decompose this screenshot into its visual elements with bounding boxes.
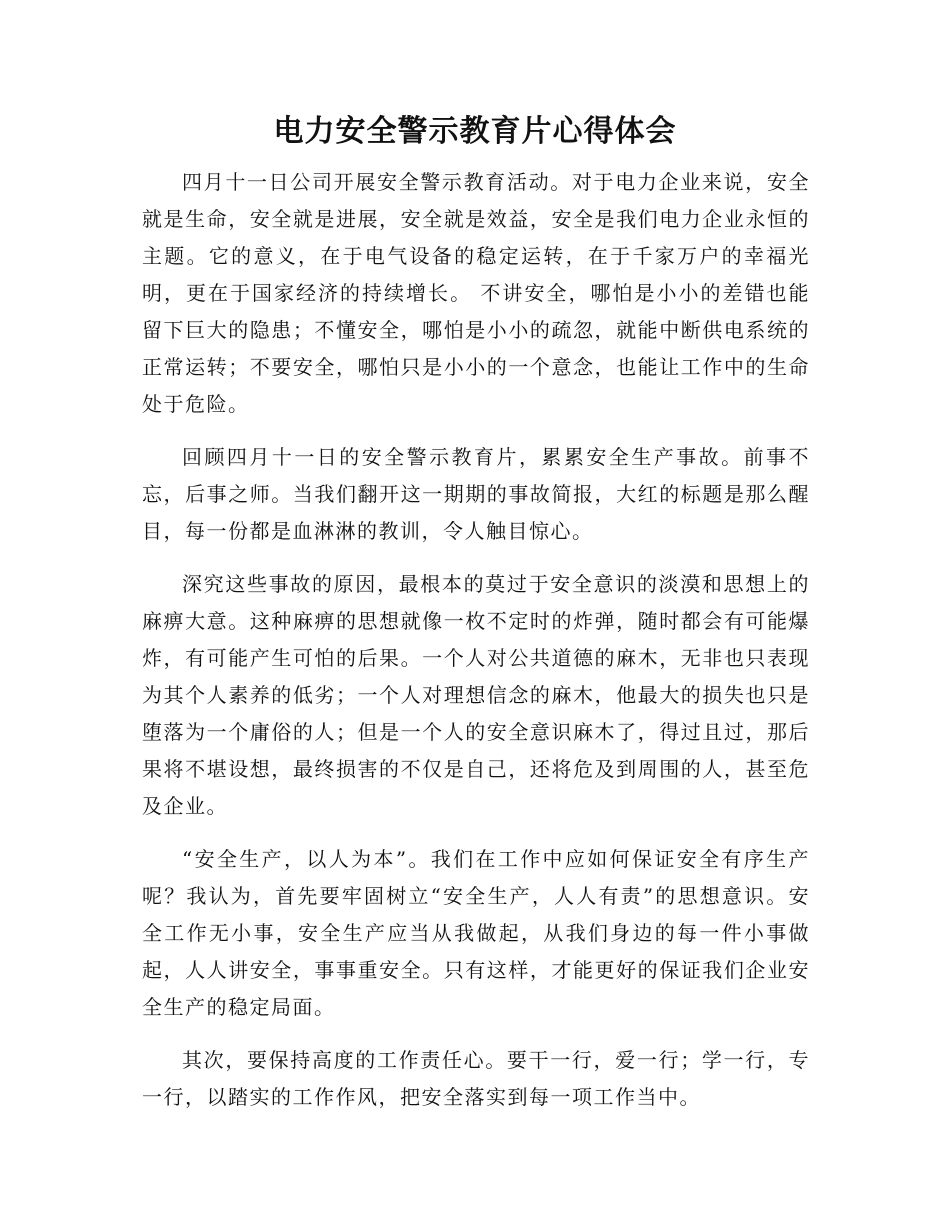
paragraph-2: 回顾四月十一日的安全警示教育片，累累安全生产事故。前事不忘，后事之师。当我们翻开这一期期的事故简报，大红的标题是那么醒目，每一份都是血淋淋的教训，令人触目惊心。 (142, 445, 810, 543)
document-title: 电力安全警示教育片心得体会 (273, 114, 677, 149)
paragraph-1: 四月十一日公司开展安全警示教育活动。对于电力企业来说，安全就是生命，安全就是进展，安全就是效益，安全是我们电力企业永恒的主题。它的意义，在于电气设备的稳定运转，在于千家万户的幸福光明，更在于国家经济的持续增长。 不讲安全，哪怕是小小的差错也能留下巨大的隐患；不懂安全，哪怕是小小的疏忽，就能中断供电系统的正常运转；不要安全，哪怕只是小小的一个意念，也能让工作中的生命处于危险。 (142, 170, 810, 416)
paragraph-4: “安全生产，以人为本”。我们在工作中应如何保证安全有序生产呢？我认为，首先要牢固树立“安全生产，人人有责”的思想意识。安全工作无小事，安全生产应当从我做起，从我们身边的每一件小事做起，人人讲安全，事事重安全。只有这样，才能更好的保证我们企业安全生产的稳定局面。 (142, 847, 810, 1019)
document-body (142, 164, 810, 1132)
paragraph-3: 深究这些事故的原因，最根本的莫过于安全意识的淡漠和思想上的麻痹大意。这种麻痹的思想就像一枚不定时的炸弹，随时都会有可能爆炸，有可能产生可怕的后果。一个人对公共道德的麻木，无非也只表现为其个人素养的低劣；一个人对理想信念的麻木，他最大的损失也只是堕落为一个庸俗的人；但是一个人的安全意识麻木了，得过且过，那后果将不堪设想，最终损害的不仅是自己，还将危及到周围的人，甚至危及企业。 (142, 572, 810, 818)
paragraph-5: 其次，要保持高度的工作责任心。要干一行，爱一行；学一行，专一行，以踏实的工作作风，把安全落实到每一项工作当中。 (142, 1048, 810, 1109)
